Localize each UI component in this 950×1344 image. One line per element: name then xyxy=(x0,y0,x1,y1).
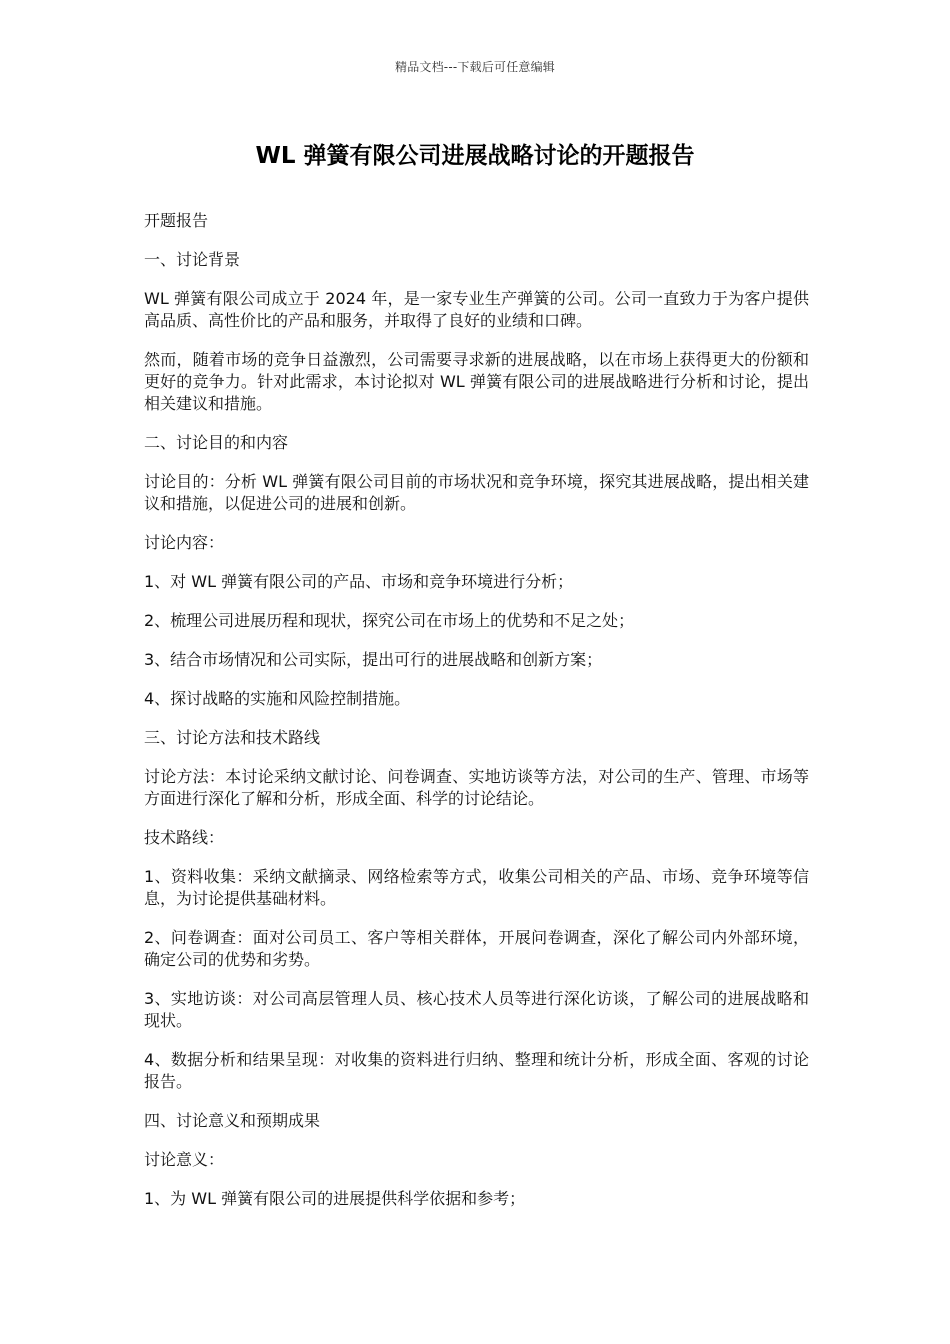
list-item: 4、探讨战略的实施和风险控制措施。 xyxy=(144,689,411,708)
body-paragraph: 技术路线： xyxy=(144,828,225,847)
section-heading: 四、讨论意义和预期成果 xyxy=(144,1111,321,1130)
body-paragraph: 讨论内容： xyxy=(144,533,225,552)
body-paragraph: 讨论目的：分析 WL 弹簧有限公司目前的市场状况和竞争环境，探究其进展战略，提出相关建议和措施，以促进公司的进展和创新。 xyxy=(144,472,809,513)
list-item: 2、梳理公司进展历程和现状，探究公司在市场上的优势和不足之处； xyxy=(144,611,635,630)
body-paragraph: 然而，随着市场的竞争日益激烈，公司需要寻求新的进展战略，以在市场上获得更大的份额和更好的竞争力。针对此需求，本讨论拟对 WL 弹簧有限公司的进展战略进行分析和讨论，提出相关建议和措施。 xyxy=(144,350,809,413)
list-item: 2、问卷调查：面对公司员工、客户等相关群体，开展问卷调查，深化了解公司内外部环境，确定公司的优势和劣势。 xyxy=(144,928,809,969)
body-paragraph: WL 弹簧有限公司成立于 2024 年，是一家专业生产弹簧的公司。公司一直致力于为客户提供高品质、高性价比的产品和服务，并取得了良好的业绩和口碑。 xyxy=(144,289,809,330)
section-heading: 二、讨论目的和内容 xyxy=(144,433,289,452)
list-item: 3、结合市场情况和公司实际，提出可行的进展战略和创新方案； xyxy=(144,650,603,669)
list-item: 3、实地访谈：对公司高层管理人员、核心技术人员等进行深化访谈，了解公司的进展战略和现状。 xyxy=(144,989,809,1030)
section-heading: 三、讨论方法和技术路线 xyxy=(144,728,321,747)
list-item: 1、资料收集：采纳文献摘录、网络检索等方式，收集公司相关的产品、市场、竞争环境等信息，为讨论提供基础材料。 xyxy=(144,867,809,908)
body-paragraph: 讨论意义： xyxy=(144,1150,225,1169)
list-item: 1、对 WL 弹簧有限公司的产品、市场和竞争环境进行分析； xyxy=(144,572,574,591)
document-body xyxy=(144,210,809,1227)
body-paragraph: 讨论方法：本讨论采纳文献讨论、问卷调查、实地访谈等方法，对公司的生产、管理、市场等方面进行深化了解和分析，形成全面、科学的讨论结论。 xyxy=(144,767,809,808)
list-item: 1、为 WL 弹簧有限公司的进展提供科学依据和参考； xyxy=(144,1189,526,1208)
list-item: 4、数据分析和结果呈现：对收集的资料进行归纳、整理和统计分析，形成全面、客观的讨论报告。 xyxy=(144,1050,809,1091)
section-label: 开题报告 xyxy=(144,211,209,230)
section-heading: 一、讨论背景 xyxy=(144,250,241,269)
header-note: 精品文档---下载后可任意编辑 xyxy=(395,60,555,74)
document-title: WL 弹簧有限公司进展战略讨论的开题报告 xyxy=(255,143,695,169)
